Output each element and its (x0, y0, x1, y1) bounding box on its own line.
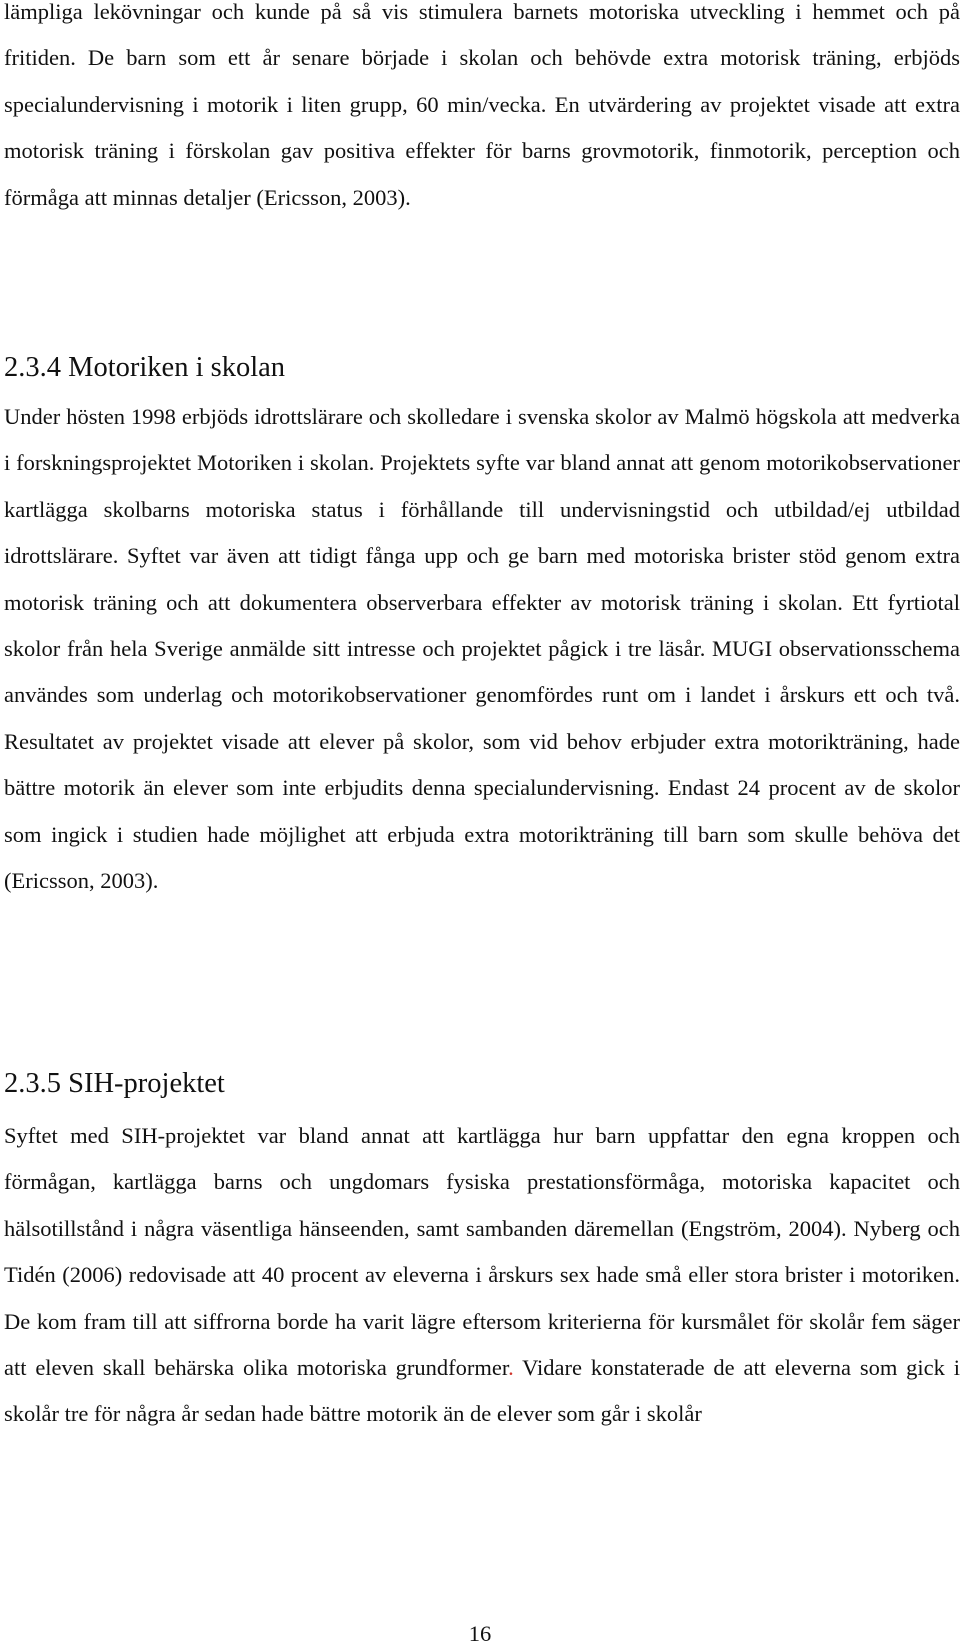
section-heading-motoriken-i-skolan: 2.3.4 Motoriken i skolan (4, 352, 286, 383)
paragraph-sih-projektet (4, 1113, 960, 1438)
sih-text-part-2: Vidare konstaterade de att eleverna som gick i skolår tre för några år sedan hade bättre motorik än de elever som går i skolår (4, 1355, 960, 1427)
page-number: 16 (468, 1621, 492, 1646)
paragraph-motoriken-i-skolan: Under hösten 1998 erbjöds idrottslärare och skolledare i svenska skolor av Malmö högskola att medverka i forskningsprojektet Motoriken i skolan. Projektets syfte var bland annat att genom motorikobservationer kartlägga skolbarns motoriska status i förhållande till undervisningstid och utbildad/ej utbildad idrottslärare. Syftet var även att tidigt fånga upp och ge barn med motoriska brister stöd genom extra motorisk träning och att dokumentera observerbara effekter av motorisk träning i skolan. Ett fyrtiotal skolor från hela Sverige anmälde sitt intresse och projektet pågick i tre läsår. MUGI observationsschema användes som underlag och motorikobservationer genomfördes runt om i landet i årskurs ett och två. Resultatet av projektet visade att elever på skolor, som vid behov erbjuder extra motorikträning, hade bättre motorik än elever som inte erbjudits denna specialundervisning. Endast 24 procent av de skolor som ingick i studien hade möjlighet att erbjuda extra motorikträning till barn som skulle behöva det (Ericsson, 2003). (4, 404, 960, 894)
sih-text-part-1: Syftet med SIH-projektet var bland annat att kartlägga hur barn uppfattar den egna kroppen och förmågan, kartlägga barns och ungdomars fysiska prestationsförmåga, motoriska kapacitet och hälsotillstånd i några väsentliga hänseenden, samt sambanden däremellan (Engström, 2004). Nyberg och Tidén (2006) redovisade att 40 procent av eleverna i årskurs sex hade små eller stora brister i motoriken. De kom fram till att siffrorna borde ha varit lägre eftersom kriterierna för kursmålet för skolår fem säger att eleven skall behärska olika motoriska grundformer (4, 1123, 960, 1381)
highlighted-period: . (508, 1355, 514, 1381)
paragraph-intro-continued: lämpliga lekövningar och kunde på så vis stimulera barnets motoriska utveckling i hemmet och på fritiden. De barn som ett år senare började i skolan och behövde extra motorisk träning, erbjöds specialundervisning i motorik i liten grupp, 60 min/vecka. En utvärdering av projektet visade att extra motorisk träning i förskolan gav positiva effekter för barns grovmotorik, finmotorik, perception och förmåga att minnas detaljer (Ericsson, 2003). (4, 0, 960, 210)
section-heading-sih-projektet: 2.3.5 SIH-projektet (4, 1068, 225, 1099)
